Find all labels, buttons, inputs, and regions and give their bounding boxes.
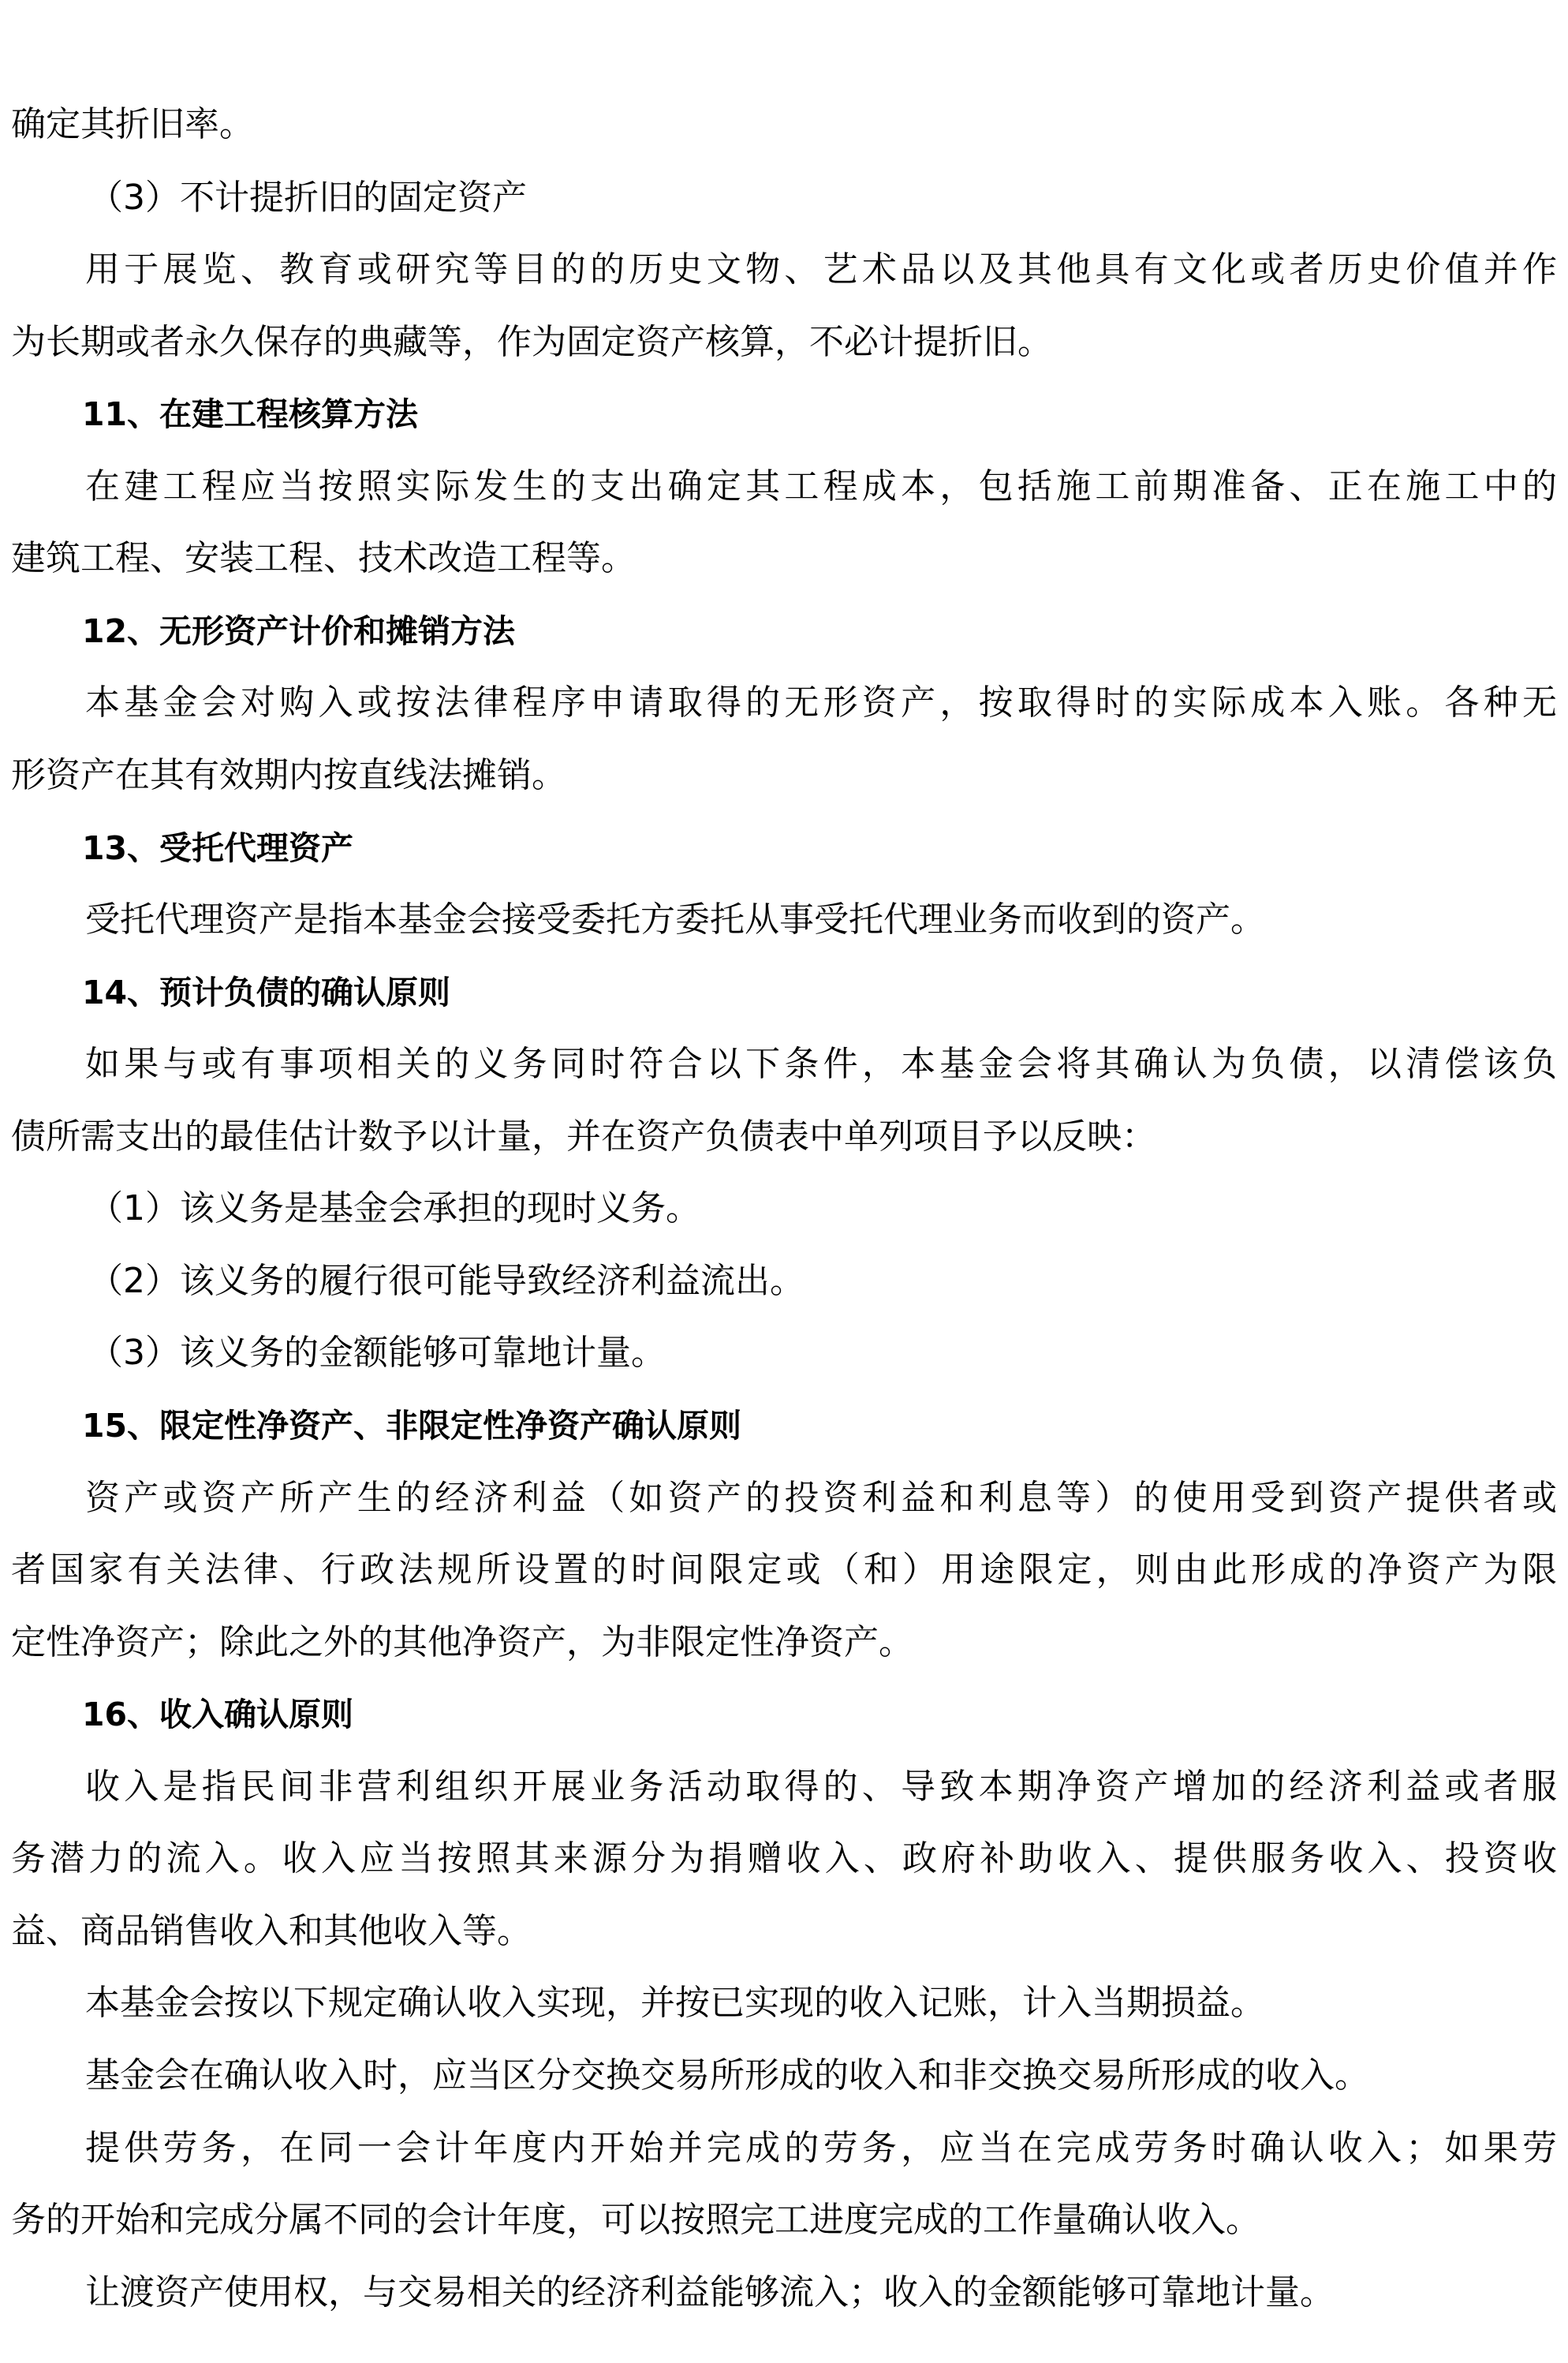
text-line: 形资产在其有效期内按直线法摊销。 bbox=[11, 755, 566, 795]
paragraph-line: 提供劳务，在同一会计年度内开始并完成的劳务，应当在完成劳务时确认收入；如果劳 bbox=[85, 2128, 1557, 2168]
text-line: 建筑工程、安装工程、技术改造工程等。 bbox=[11, 538, 636, 578]
list-item: （3）不计提折旧的固定资产 bbox=[88, 178, 527, 218]
paragraph-line: 如果与或有事项相关的义务同时符合以下条件，本基金会将其确认为负债，以清偿该负 bbox=[85, 1044, 1557, 1084]
paragraph-line: 在建工程应当按照实际发生的支出确定其工程成本，包括施工前期准备、正在施工中的 bbox=[85, 466, 1557, 507]
section-heading: 13、受托代理资产 bbox=[82, 829, 354, 867]
paragraph-line: 基金会在确认收入时，应当区分交换交易所形成的收入和非交换交易所形成的收入。 bbox=[85, 2055, 1369, 2096]
text-line: 务的开始和完成分属不同的会计年度，可以按照完工进度完成的工作量确认收入。 bbox=[11, 2200, 1260, 2240]
section-heading: 14、预计负债的确认原则 bbox=[82, 974, 451, 1011]
text-line: 债所需支出的最佳估计数予以计量，并在资产负债表中单列项目予以反映： bbox=[11, 1116, 1156, 1157]
text-line: 务潜力的流入。收入应当按照其来源分为捐赠收入、政府补助收入、提供服务收入、投资收 bbox=[11, 1838, 1557, 1879]
text-line: 为长期或者永久保存的典藏等，作为固定资产核算，不必计提折旧。 bbox=[11, 322, 1052, 362]
section-heading: 11、在建工程核算方法 bbox=[82, 395, 419, 433]
paragraph-line: 本基金会对购入或按法律程序申请取得的无形资产，按取得时的实际成本入账。各种无 bbox=[85, 682, 1557, 723]
list-item: （3）该义务的金额能够可靠地计量。 bbox=[88, 1333, 666, 1373]
section-heading: 15、限定性净资产、非限定性净资产确认原则 bbox=[82, 1407, 742, 1445]
paragraph-line: 受托代理资产是指本基金会接受委托方委托从事受托代理业务而收到的资产。 bbox=[85, 899, 1265, 940]
section-heading: 16、收入确认原则 bbox=[82, 1696, 354, 1733]
paragraph-line: 让渡资产使用权，与交易相关的经济利益能够流入；收入的金额能够可靠地计量。 bbox=[85, 2272, 1335, 2313]
paragraph-line: 用于展览、教育或研究等目的的历史文物、艺术品以及其他具有文化或者历史价值并作 bbox=[85, 249, 1557, 290]
paragraph-line: 收入是指民间非营利组织开展业务活动取得的、导致本期净资产增加的经济利益或者服 bbox=[85, 1767, 1557, 1807]
text-line: 者国家有关法律、行政法规所设置的时间限定或（和）用途限定，则由此形成的净资产为限 bbox=[11, 1550, 1557, 1590]
section-heading: 12、无形资产计价和摊销方法 bbox=[82, 612, 516, 650]
paragraph-line: 本基金会按以下规定确认收入实现，并按已实现的收入记账，计入当期损益。 bbox=[85, 1983, 1265, 2023]
text-line: 确定其折旧率。 bbox=[11, 104, 254, 144]
text-line: 定性净资产；除此之外的其他净资产，为非限定性净资产。 bbox=[11, 1622, 913, 1662]
text-line: 益、商品销售收入和其他收入等。 bbox=[11, 1911, 532, 1951]
paragraph-line: 资产或资产所产生的经济利益（如资产的投资利益和利息等）的使用受到资产提供者或 bbox=[85, 1478, 1557, 1518]
list-item: （1）该义务是基金会承担的现时义务。 bbox=[88, 1188, 700, 1228]
list-item: （2）该义务的履行很可能导致经济利益流出。 bbox=[88, 1261, 805, 1301]
